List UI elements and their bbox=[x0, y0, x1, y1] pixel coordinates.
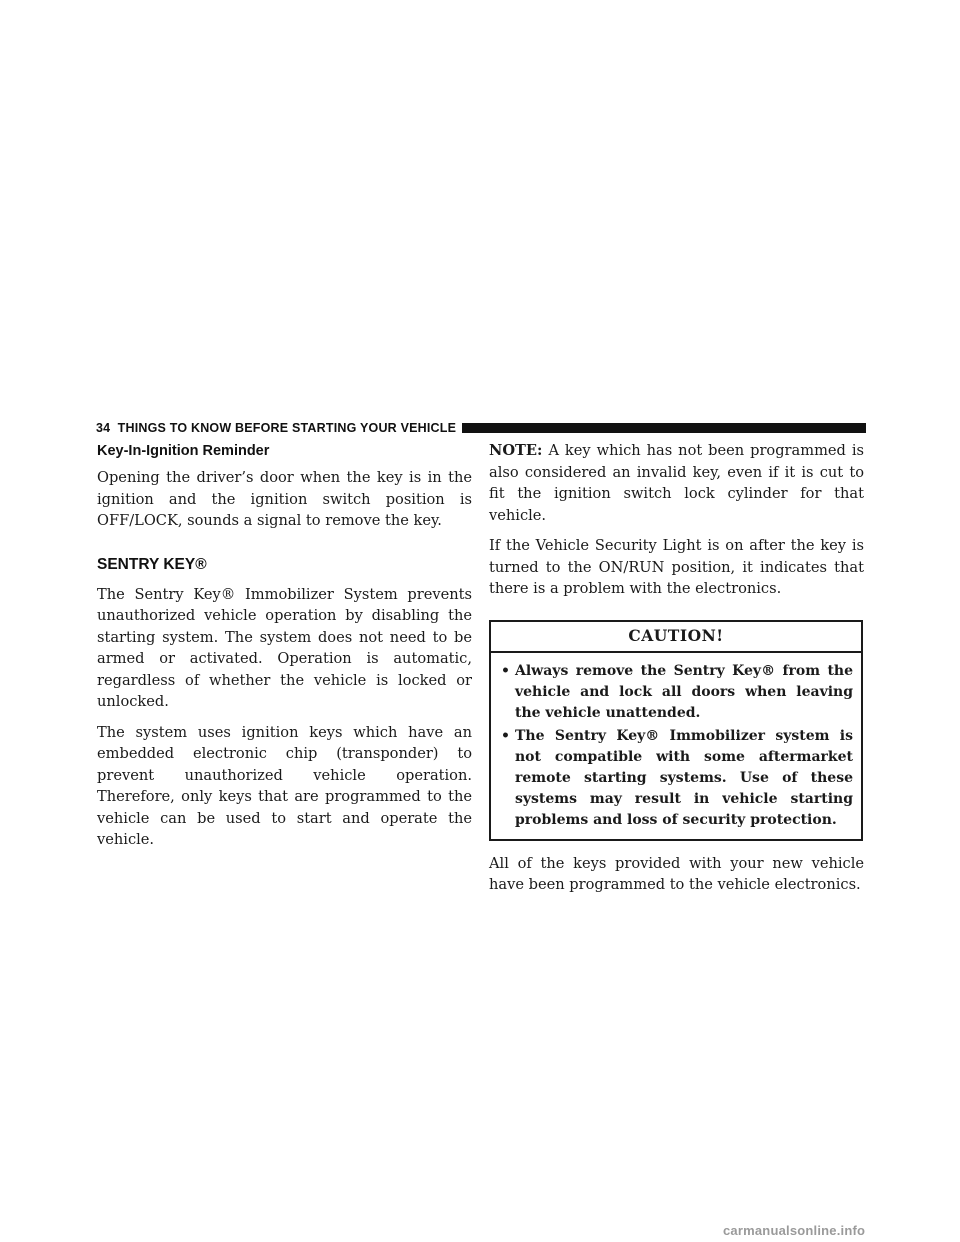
caution-item-text: Always remove the Sentry Key® from the vehicle and lock all doors when leaving the vehicle unattended. bbox=[515, 662, 853, 721]
paragraph-sentry-2: The system uses ignition keys which have an embedded electronic chip (transponder) to prevent unauthorized vehicle operation. Therefore, only keys that are programmed to the vehicle can be used to start and operate the vehicle. bbox=[97, 723, 472, 848]
watermark-link[interactable]: carmanualsonline.info bbox=[723, 1223, 866, 1238]
caution-item bbox=[501, 661, 853, 724]
page-number: 34 bbox=[96, 421, 111, 435]
bullet-icon: • bbox=[501, 727, 510, 744]
paragraph-security-light: If the Vehicle Security Light is on after the key is turned to the ON/RUN position, it indicates that there is a problem with the electronics. bbox=[489, 537, 864, 597]
section-title: THINGS TO KNOW BEFORE STARTING YOUR VEHICLE bbox=[117, 421, 457, 435]
paragraph-sentry-1: The Sentry Key® Immobilizer System prevents unauthorized vehicle operation by disabling the starting system. The system does not need to be armed or activated. Operation is automatic, regardless of whether the vehicle is locked or unlocked. bbox=[97, 585, 472, 710]
paragraph-programmed-keys: All of the keys provided with your new vehicle have been programmed to the vehicle electronics. bbox=[489, 854, 864, 893]
page-header-text bbox=[96, 421, 456, 435]
paragraph-reminder: Opening the driver’s door when the key is in the ignition and the ignition switch position is OFF/LOCK, sounds a signal to remove the key. bbox=[97, 469, 472, 529]
caution-box bbox=[489, 620, 863, 841]
caution-title: CAUTION! bbox=[491, 622, 861, 653]
caution-item bbox=[501, 726, 853, 831]
note-text: A key which has not been programmed is also considered an invalid key, even if it is cut to fit the ignition switch lock cylinder for that vehicle. bbox=[489, 442, 864, 524]
heading-key-in-ignition-reminder: Key-In-Ignition Reminder bbox=[97, 443, 270, 459]
right-column bbox=[489, 440, 864, 905]
left-column bbox=[97, 440, 472, 860]
header-rule bbox=[462, 423, 866, 433]
heading-sentry-key: SENTRY KEY® bbox=[97, 555, 207, 573]
note-paragraph bbox=[489, 440, 864, 526]
page-header bbox=[96, 417, 866, 439]
note-label: NOTE: bbox=[489, 442, 543, 459]
caution-list bbox=[491, 653, 861, 839]
caution-item-text: The Sentry Key® Immobilizer system is not compatible with some aftermarket remote starting systems. Use of these systems may result in vehicle starting problems and loss of security protection. bbox=[515, 727, 853, 828]
bullet-icon: • bbox=[501, 662, 510, 679]
